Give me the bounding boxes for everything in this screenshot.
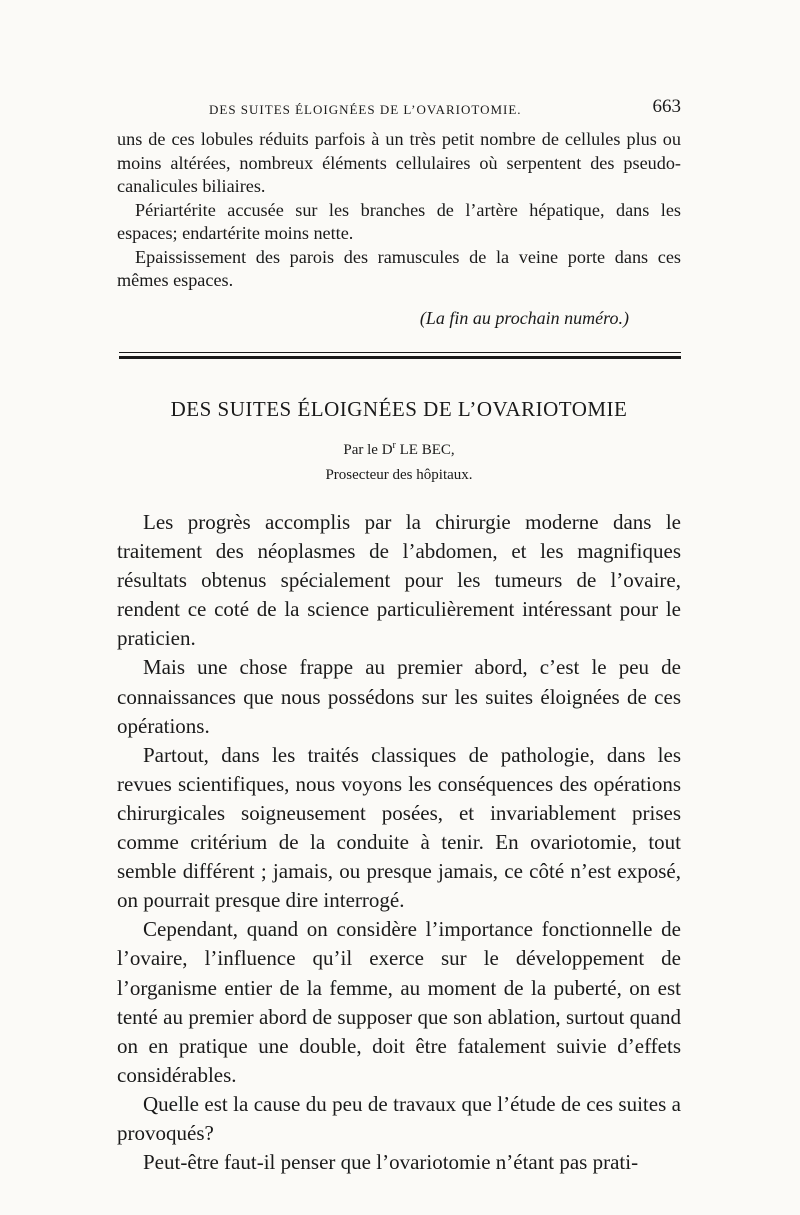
continued-note: (La fin au prochain numéro.) — [419, 308, 629, 328]
previous-paragraph-3: Epaississement des parois des ramuscules de la veine porte dans ces mêmes espaces. — [117, 246, 681, 290]
running-title: DES SUITES ÉLOIGNÉES DE L’OVARIOTOMIE. — [209, 102, 522, 117]
body-paragraph-3: Partout, dans les traités classiques de pathologie, dans les revues scientifiques, nous voyons les conséquences des opérations chirurgicales soigneusement posées, et invariablement prises comme critérium de la conduite à tenir. En ovariotomie, tout semble différent ; jamais, ou presque jamais, ce côté n’est exposé, on pourrait presque dire interrogé. — [117, 742, 681, 913]
previous-article-text — [117, 128, 681, 293]
previous-paragraph-1: uns de ces lobules réduits parfois à un très petit nombre de cellules plus ou moins altérées, nombreux éléments cellulaires où serpentent des pseudo-canalicules biliaires. — [117, 129, 681, 196]
article-title: DES SUITES ÉLOIGNÉES DE L’OVARIOTOMIE — [170, 397, 628, 421]
separator-rule-thin — [119, 352, 681, 353]
separator-rule-thick — [119, 356, 681, 359]
body-paragraph-6: Peut-être faut-il penser que l’ovariotomie n’étant pas prati- — [143, 1150, 639, 1175]
author-affiliation: Prosecteur des hôpitaux. — [325, 467, 473, 483]
body-paragraph-2: Mais une chose frappe au premier abord, c’est le peu de connaissances que nous possédons sur les suites éloignées de ces opérations. — [117, 655, 681, 738]
running-head — [117, 96, 681, 120]
previous-paragraph-2: Périartérite accusée sur les branches de l’artère hépatique, dans les espaces; endartérite moins nette. — [117, 199, 681, 243]
body-paragraph-1: Les progrès accomplis par la chirurgie moderne dans le traitement des néoplasmes de l’abdomen, et les magnifiques résultats obtenus spécialement pour les tumeurs de l’ovaire, rendent ce coté de la science particulièrement intéressant pour le praticien. — [117, 510, 681, 651]
body-paragraph-5: Quelle est la cause du peu de travaux que l’étude de ces suites a provoqués? — [117, 1091, 681, 1145]
page-number: 663 — [652, 96, 681, 117]
body-paragraph-4: Cependant, quand on considère l’importance fonctionnelle de l’ovaire, l’influence qu’il exerce sur le développement de l’organisme entier de la femme, au moment de la puberté, on est tenté au premier abord de supposer que son ablation, surtout quand on en pratique une double, doit être fatalement suivie d’effets considérables. — [117, 917, 681, 1087]
author-name: LE BEC, — [395, 442, 455, 458]
byline — [117, 440, 681, 459]
article-body — [117, 508, 681, 1177]
byline-prefix: Par le D — [343, 442, 393, 458]
byline-superscript: r — [392, 440, 396, 451]
